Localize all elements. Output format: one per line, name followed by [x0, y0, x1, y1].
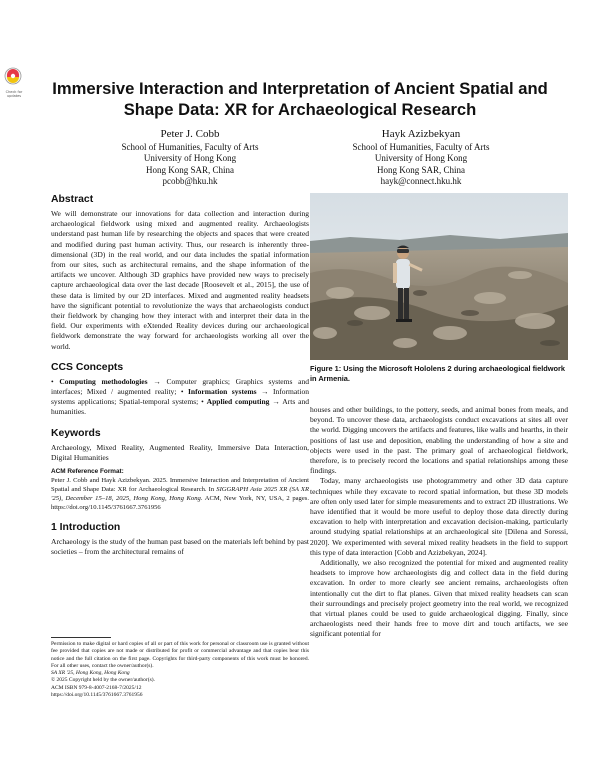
author-block — [80, 128, 300, 188]
keywords-text: Archaeology, Mixed Reality, Augmented Reality, Immersive Data Interaction, Digital Humanities — [51, 442, 309, 462]
author-name: Peter J. Cobb — [160, 128, 220, 140]
right-column — [310, 405, 568, 640]
author-university: University of Hong Kong — [374, 153, 468, 164]
body-paragraph: Today, many archaeologists use photogrammetry and other 3D data capture techniques while they excavate to record spatial information, but these 3D models are often only used later for simple measurements and to extract 2D illustrations. We have identified that it would be more useful to deploy those data directly during excavation to help with interpretation and excavation decision-making, particularly around studying spatial relationships at an archaeological site [Dilena and Soressi, 2020]. We experimented with several mixed reality headsets in the field to support this type of data interaction [Cobb and Azizbekyan, 2024]. — [310, 476, 568, 557]
author-affiliation: School of Humanities, Faculty of Arts — [121, 142, 259, 152]
author-location: Hong Kong SAR, China — [145, 164, 234, 175]
ccs-concepts: • Computing methodologies → Computer graphics; Graphics systems and interfaces; Mixed / augmented reality; • Information systems → Information systems applications; Spatial-temporal systems; • Applied computing → Arts and humanities. — [51, 376, 310, 417]
author-name: Hayk Azizbekyan — [381, 128, 461, 140]
introduction-text: Archaeology is the study of the human past based on the materials left behind by past societies – from the architectural remains of — [51, 537, 309, 557]
ccs-category: Information systems — [187, 387, 257, 397]
doi-link[interactable]: https://doi.org/10.1145/3761667.3761956 — [51, 692, 143, 699]
permission-notice: Permission to make digital or hard copies of all or part of this work for personal or classroom use is granted without fee provided that copies are not made or distributed for profit or commercial advantage and that copies bear this notice and the full citation on the first page. Copyrights for third-party components of this work must be honored. For all other uses, contact the owner/author(s). — [51, 641, 309, 669]
abstract-text: We will demonstrate our innovations for data collection and interaction during archaeological fieldwork using mixed and augmented reality. Archaeologists understand past human life by researching the objects and spaces that were created and modified during past human activity. Thus, our research is inherently three-dimensional (3D) in the real world, and our data includes the spatial information from our sites, such as architectural remains, and the shape information of the artifacts we uncover. Although 3D graphics have provided new ways to precisely capture archaeological data over the last decade [Roosevelt et al., 2015], the use of these data is limited by our 2D interfaces. Mixed and augmented reality headsets have the significant potential to revolutionize the ways that archaeologists conduct their fieldwork by changing how they interact with and interpret their data in the field. Our experiments with eXtended Reality devices during our archaeological fieldwork demonstrate the way forward for archaeologists working all over the world. — [51, 209, 309, 351]
footnote — [51, 641, 309, 699]
ccs-heading: CCS Concepts — [51, 361, 124, 373]
footnote-divider — [51, 637, 111, 638]
introduction-heading: 1 Introduction — [51, 522, 121, 534]
body-paragraph: houses and other buildings, to the pottery, seeds, and animal bones from meals, and beyond. To uncover these data, archaeologists conduct excavations at sites all over the world. Digging uncovers the artifacts and features, like walls and hearths, in their positions of last use and deposition, enabling the understanding of how a site and objects were used in the past. The primary goal of archaeological fieldwork, therefore, is to precisely record the locations and spatial relationships among these findings. — [310, 405, 568, 476]
isbn-line: ACM ISBN 979-8-4007-2168-7/2025/12 — [51, 684, 142, 691]
conference-name: SA XR '25, Hong Kong, Hong Kong — [51, 670, 130, 677]
author-email[interactable]: hayk@connect.hku.hk — [380, 176, 462, 187]
ccs-category: Applied computing — [206, 397, 270, 407]
keywords-heading: Keywords — [51, 427, 101, 439]
check-for-updates-icon[interactable] — [3, 66, 23, 90]
author-block — [311, 128, 531, 188]
figure-caption: Figure 1: Using the Microsoft Hololens 2 during archaeological fieldwork in Armenia. — [310, 364, 566, 383]
paper-title: Immersive Interaction and Interpretation of Ancient Spatial and Shape Data: XR for Archaeological Research — [52, 79, 548, 119]
copyright-line: © 2025 Copyright held by the owner/author(s). — [51, 677, 155, 684]
figure-photo — [310, 193, 568, 360]
body-paragraph: Additionally, we also recognized the potential for mixed and augmented reality headsets to improve how archaeologists dig and collect data in the field during excavation. In order to more clearly see ancient remains, archaeologists often intentionally cut the dirt to flat planes. Given that mixed reality headsets can scan their surroundings and precisely project geometry into the real world, we recognized that virtual planes could be used to guide archaeological digging. Finally, since archaeologists need their hands free to move dirt and touch artifacts, we see significant potential for — [310, 558, 568, 639]
author-affiliation: School of Humanities, Faculty of Arts — [352, 142, 490, 152]
author-location: Hong Kong SAR, China — [376, 164, 465, 175]
acm-reference-heading: ACM Reference Format: — [51, 468, 124, 476]
check-for-updates-label[interactable]: Check for updates — [5, 90, 23, 98]
ccs-category: Computing methodologies — [59, 376, 148, 386]
abstract-heading: Abstract — [51, 194, 94, 205]
author-university: University of Hong Kong — [143, 153, 237, 164]
left-column — [51, 193, 309, 557]
acm-reference-text: Peter J. Cobb and Hayk Azizbekyan. 2025. Immersive Interaction and Interpretation of Ancient Spatial and Shape Data: XR for Archaeological Research. In SIGGRAPH Asia 2025 XR (SA XR '25), December 15–18, 2025, Hong Kong, Hong Kong. ACM, New York, NY, USA, 2 pages. https://doi.org/10.1145/3761667.3761956 — [51, 477, 309, 512]
author-email[interactable]: pcobb@hku.hk — [162, 176, 218, 187]
